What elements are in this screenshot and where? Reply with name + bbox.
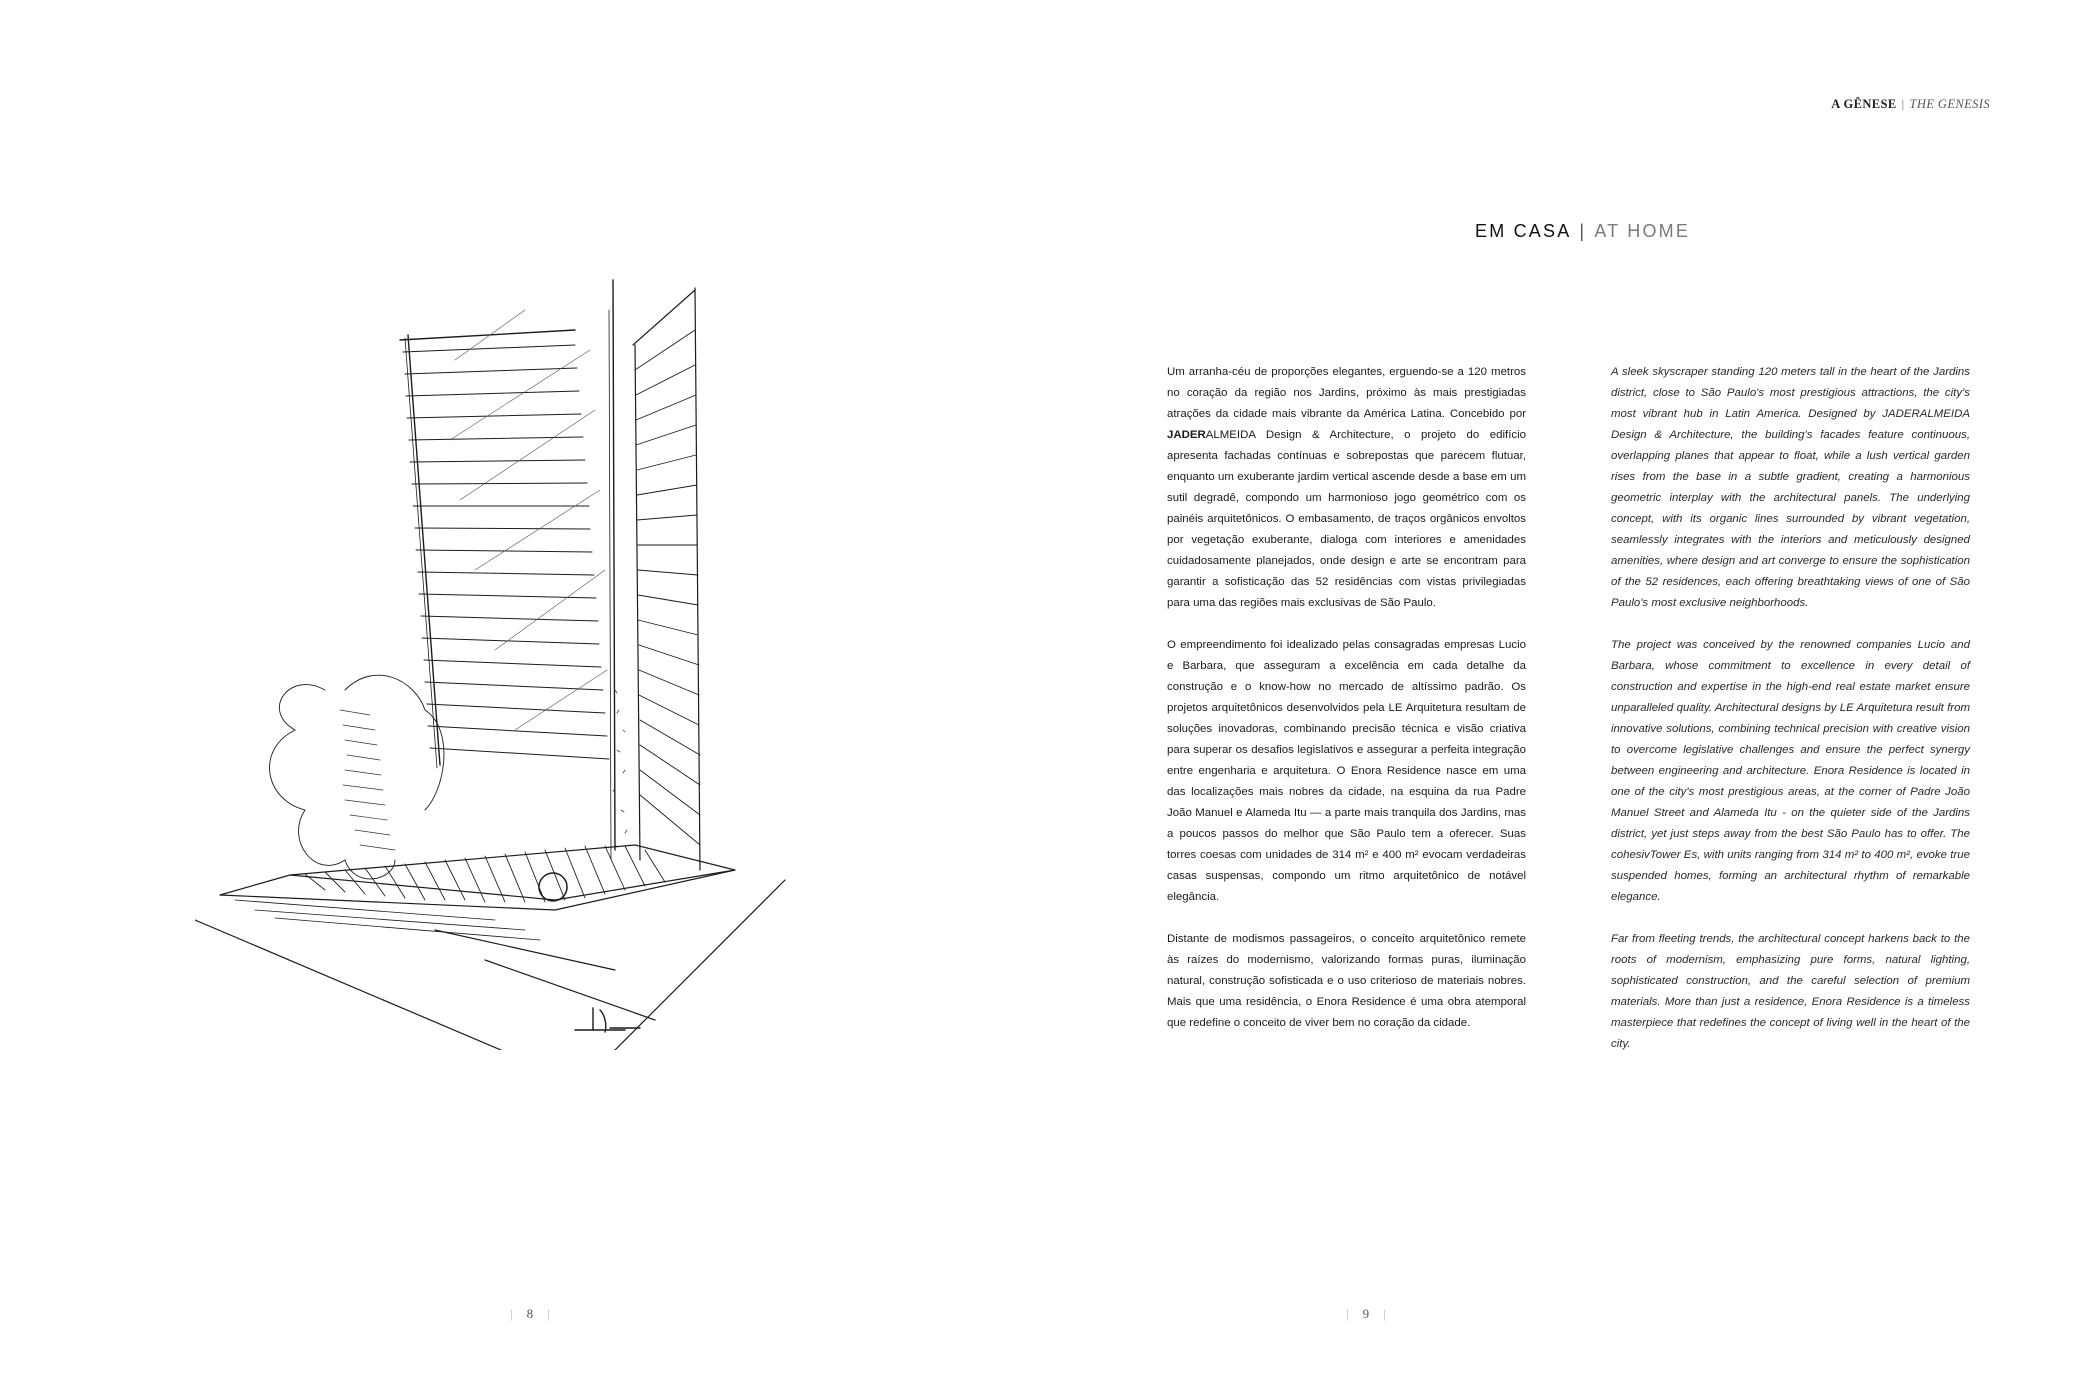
- section-title: [1475, 221, 1690, 242]
- english-paragraph-1: A sleek skyscraper standing 120 meters tall in the heart of the Jardins district, close to São Paulo's most prestigious attractions, the city's most vibrant hub in Latin America. Designed by JADERALMEIDA Design & Architecture, the building's facades feature continuous, overlapping planes that appear to float, while a lush vertical garden rises from the base in a subtle gradient, creating a harmonious geometric interplay with the architectural panels. The underlying concept, with its organic lines surrounded by vibrant vegetation, seamlessly integrates with the interiors and meticulously designed amenities, where design and art converge to ensure the sophistication of the 52 residences, each offering breathtaking views of one of São Paulo's most exclusive neighborhoods.: [1611, 366, 1970, 609]
- sketch-podium: [220, 845, 735, 940]
- architectural-sketch: [195, 270, 855, 1050]
- running-head-separator: |: [1901, 97, 1905, 111]
- page-number-right-value: 9: [1362, 1306, 1370, 1321]
- sketch-vegetation: [270, 675, 627, 879]
- right-page: [1043, 0, 2087, 1378]
- portuguese-column: [1167, 362, 1526, 1055]
- left-page: [0, 0, 1043, 1378]
- english-paragraph-3: Far from fleeting trends, the architectural concept harkens back to the roots of modernism, emphasizing pure forms, natural lighting, sophisticated construction, and the careful selection of premium materials. More than just a residence, Enora Residence is a timeless masterpiece that redefines the concept of living well in the heart of the city.: [1611, 933, 1970, 1050]
- english-paragraph-2: The project was conceived by the renowned companies Lucio and Barbara, whose commitment to excellence in every detail of construction and expertise in the high-end real estate market ensure unparalleled quality. Architectural designs by LE Arquitetura result from innovative solutions, combining technical precision with creative vision to overcome legislative challenges and ensure the perfect synergy between engineering and architecture. Enora Residence is located in one of the city's most prestigious areas, at the corner of Padre João Manuel Street and Alameda Itu - on the quieter side of the Jardins district, yet just steps away from the best São Paulo has to offer. The cohesivTower Es, with units ranging from 314 m² to 400 m², evoke true suspended homes, forming an architectural rhythm of remarkable elegance.: [1611, 639, 1970, 903]
- sketch-street-lines: [195, 880, 785, 1050]
- portuguese-paragraph-1: Um arranha-céu de proporções elegantes, erguendo-se a 120 metros no coração da região nos Jardins, próximo às mais prestigiadas atrações da cidade mais vibrante da América Latina. Concebido por JADERALMEIDA Design & Architecture, o projeto do edifício apresenta fachadas contínuas e sobrepostas que parecem flutuar, enquanto um exuberante jardim vertical ascende desde a base em um sutil degradê, compondo um harmonioso jogo geométrico com os painéis arquitetônicos. O embasamento, de traços orgânicos envoltos por vegetação exuberante, dialoga com interiores e amenidades cuidadosamente planejados, onde design e arte se encontram para garantir a sofisticação das 52 residências com vistas privilegiadas para uma das regiões mais exclusivas de São Paulo.: [1167, 366, 1526, 609]
- running-head: [1831, 97, 1990, 112]
- page-number-left-value: 8: [526, 1306, 534, 1321]
- sketch-secondary-tower: [633, 288, 700, 870]
- section-title-en: AT HOME: [1594, 221, 1691, 241]
- portuguese-paragraph-2: O empreendimento foi idealizado pelas consagradas empresas Lucio e Barbara, que asseguram a excelência em cada detalhe da construção e o know-how no mercado de altíssimo padrão. Os projetos arquitetônicos desenvolvidos pela LE Arquitetura resultam de soluções inovadoras, combinando precisão técnica e visão criativa para superar os desafios legislativos e assegurar a perfeita integração entre engenharia e arquitetura. O Enora Residence nasce em uma das localizações mais nobres da cidade, na esquina da rua Padre João Manuel e Alameda Itu — a parte mais tranquila dos Jardins, mas a poucos passos do melhor que São Paulo tem a oferecer. Suas torres coesas com unidades de 314 m² e 400 m² evocam verdadeiras casas suspensas, compondo um ritmo arquitetônico de notável elegância.: [1167, 639, 1526, 903]
- section-title-pt: EM CASA: [1475, 221, 1572, 241]
- portuguese-paragraph-3: Distante de modismos passageiros, o conceito arquitetônico remete às raízes do modernismo, valorizando formas puras, iluminação natural, construção sofisticada e o uso criterioso de materiais nobres. Mais que uma residência, o Enora Residence é uma obra atemporal que redefine o conceito de viver bem no coração da cidade.: [1167, 933, 1526, 1029]
- brand-name: JADER: [1167, 429, 1206, 441]
- running-head-en: THE GENESIS: [1909, 97, 1990, 111]
- sketch-main-tower: [400, 280, 615, 860]
- section-title-separator: |: [1579, 221, 1587, 241]
- page-number-right: | 9 |: [1346, 1306, 1386, 1321]
- english-column: [1611, 362, 1970, 1076]
- page-number-left: | 8 |: [510, 1306, 550, 1321]
- running-head-pt: A GÊNESE: [1831, 97, 1897, 111]
